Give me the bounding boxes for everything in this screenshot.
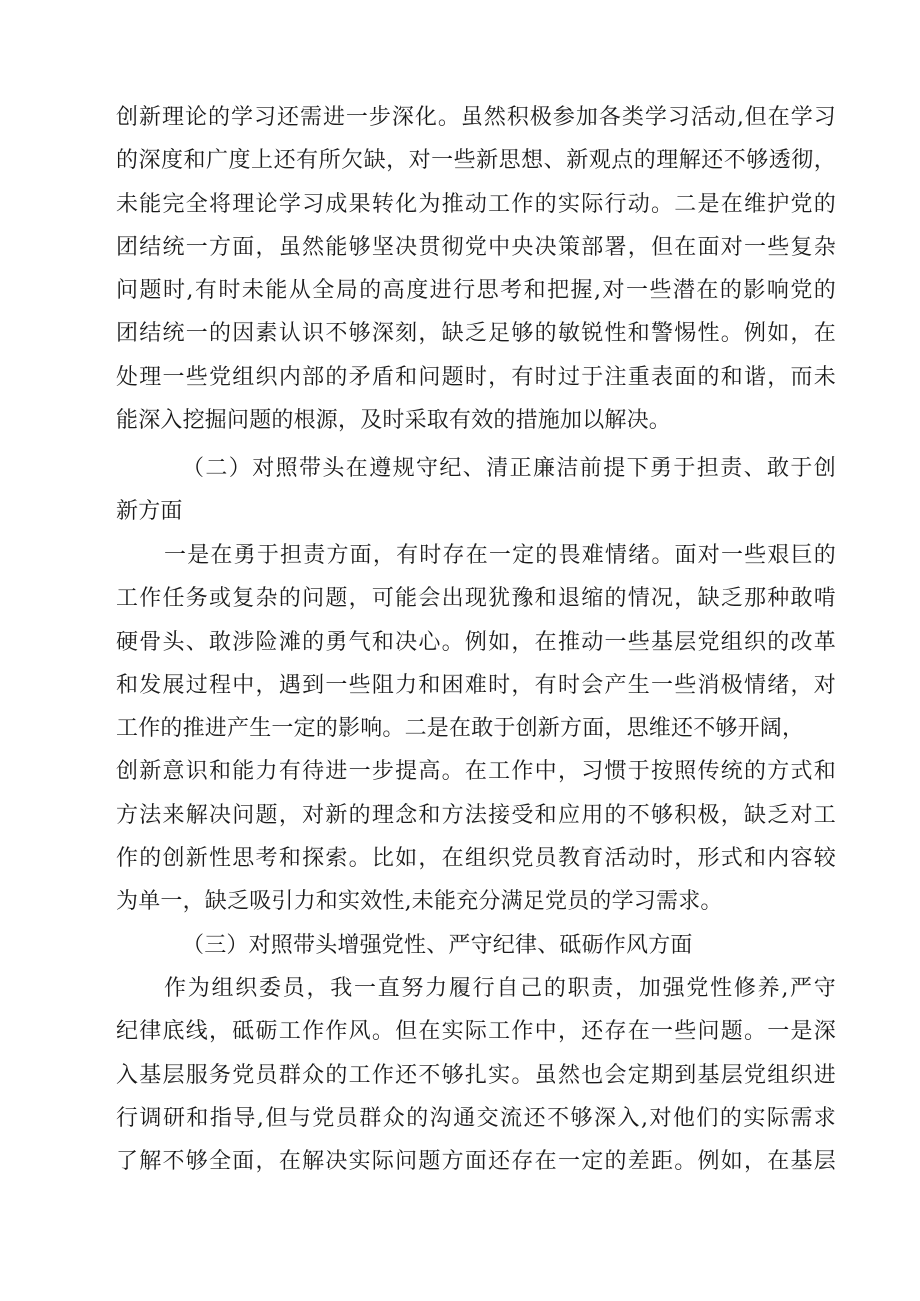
text-line: 能深入挖掘问题的根源，及时采取有效的措施加以解决。: [116, 408, 672, 434]
text-line: 团结统一的因素认识不够深刻，缺乏足够的敏锐性和警惕性。例如，在: [116, 321, 836, 347]
text-line: 和发展过程中，遇到一些阻力和困难时，有时会产生一些消极情绪，对: [116, 672, 836, 698]
text-line: 作为组织委员，我一直努力履行自己的职责，加强党性修养,严守: [164, 976, 836, 1001]
text-line: 工作任务或复杂的问题，可能会出现犹豫和退缩的情况，缺乏那种敢啃: [116, 586, 836, 612]
text-line: 团结统一方面，虽然能够坚决贯彻党中央决策部署，但在面对一些复杂: [116, 234, 836, 260]
text-line: 的深度和广度上还有所欠缺，对一些新思想、新观点的理解还不够透彻，: [116, 148, 836, 174]
text-line: 创新意识和能力有待进一步提高。在工作中，习惯于按照传统的方式和: [116, 759, 836, 785]
text-line: 一是在勇于担责方面，有时存在一定的畏难情绪。面对一些艰巨的: [164, 543, 836, 568]
heading-line: （三）对照带头增强党性、严守纪律、砥砺作风方面: [182, 933, 693, 958]
paragraph-continuation: [116, 96, 836, 442]
text-line: 创新理论的学习还需进一步深化。虽然积极参加各类学习活动,但在学习: [116, 105, 836, 130]
paragraph-body-2: [116, 534, 836, 924]
text-line: 方法来解决问题，对新的理念和方法接受和应用的不够积极，缺乏对工: [116, 802, 836, 828]
text-line: 了解不够全面，在解决实际问题方面还存在一定的差距。例如，在基层: [116, 1149, 836, 1175]
paragraph-body-3: [116, 967, 836, 1183]
text-line: 问题时,有时未能从全局的高度进行思考和把握,对一些潜在的影响党的: [116, 278, 836, 304]
section-heading-2: [116, 447, 836, 534]
text-line: 工作的推进产生一定的影响。二是在敢于创新方面，思维还不够开阔，: [116, 716, 805, 742]
text-line: 为单一，缺乏吸引力和实效性,未能充分满足党员的学习需求。: [116, 889, 723, 915]
text-line: 入基层服务党员群众的工作还不够扎实。虽然也会定期到基层党组织进: [116, 1062, 836, 1088]
heading-line: 新方面: [116, 499, 183, 525]
text-line: 行调研和指导,但与党员群众的沟通交流还不够深入,对他们的实际需求: [116, 1105, 836, 1131]
text-line: 作的创新性思考和探索。比如，在组织党员教育活动时，形式和内容较: [116, 846, 836, 872]
text-line: 纪律底线，砥砺工作作风。但在实际工作中，还存在一些问题。一是深: [116, 1019, 836, 1045]
text-line: 处理一些党组织内部的矛盾和问题时，有时过于注重表面的和谐，而未: [116, 364, 836, 390]
text-line: 未能完全将理论学习成果转化为推动工作的实际行动。二是在维护党的: [116, 191, 836, 217]
text-line: 硬骨头、敢涉险滩的勇气和决心。例如，在推动一些基层党组织的改革: [116, 629, 836, 655]
heading-line: （二）对照带头在遵规守纪、清正廉洁前提下勇于担责、敢于创: [182, 456, 836, 481]
section-heading-3: [116, 924, 836, 967]
